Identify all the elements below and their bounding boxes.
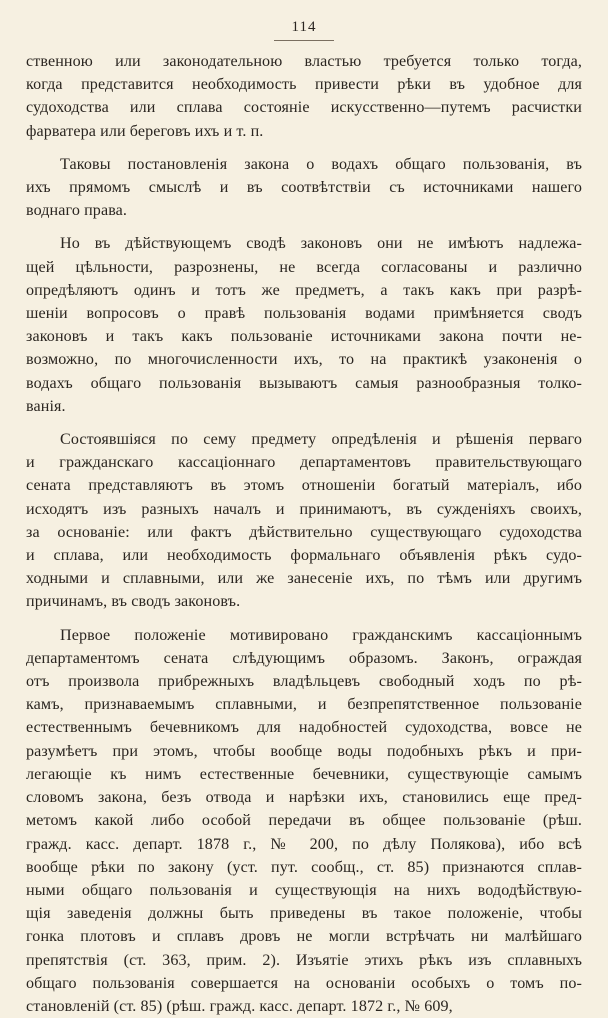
text-line: причинамъ, въ сводъ законовъ. [26,593,241,611]
text-line: Первое положеніе мотивировано гражданскимъ кассаціоннымъ [60,626,582,644]
text-line: разумѣетъ при этомъ, чтобы вообще воды подобныхъ рѣкъ и при- [26,742,582,760]
text-line: отъ произвола прибрежныхъ владѣльцевъ свободный ходъ по рѣ- [26,673,582,691]
text-line: и сплава, или необходимость формальнаго объявленія рѣкъ судо- [26,547,582,565]
text-line: вообще рѣки по закону (уст. пут. сообщ., ст. 85) признаются сплав- [26,858,582,876]
text-line: ными общаго пользованія и существующія на нихъ вододѣйствую- [26,881,582,899]
paragraph [26,232,582,418]
text-line: Таковы постановленія закона о водахъ общаго пользованія, въ [60,155,582,173]
text-line: щей цѣльности, разрознены, не всегда согласованы и различно [26,258,582,276]
text-line: сената представляютъ въ этомъ отношеніи богатый матеріалъ, ибо [26,477,582,495]
text-line: ственною или законодательною властью требуется только тогда, [26,53,582,70]
text-line: ходными и сплавными, или же занесеніе ихъ, по тѣмъ или другимъ [26,570,582,588]
paragraph [26,50,582,143]
text-line: исходятъ изъ разныхъ началъ и принимаютъ, въ сужденіяхъ своихъ, [26,500,582,518]
text-line: становленій (ст. 85) (рѣш. гражд. касс. департ. 1872 г., № 609, [26,997,453,1015]
text-line: шеніи вопросовъ о правѣ пользованія водами примѣняется сводъ [26,305,582,323]
text-line: опредѣляютъ одинъ и тотъ же предметъ, а такъ какъ при разрѣ- [26,281,582,299]
paragraph [26,428,582,614]
text-line: словомъ закона, безъ отвода и нарѣзки ихъ, становились еще пред- [26,789,582,807]
text-line: гонка плотовъ и сплавъ дровъ не могли встрѣчать ни малѣйшаго [26,928,582,946]
text-line: Но въ дѣйствующемъ сводѣ законовъ они не имѣютъ надлежа- [60,235,582,253]
body-text [26,50,582,1018]
text-line: общаго пользованія совершается на основаніи особыхъ о томъ по- [26,974,582,992]
paragraph [26,624,582,1018]
text-line: гражд. касс. департ. 1878 г., № 200, по дѣлу Полякова), ибо всѣ [26,835,582,853]
text-line: возможно, по многочисленности ихъ, то на практикѣ узаконенія о [26,351,582,369]
text-line: департаментомъ сената слѣдующимъ образомъ. Законъ, ограждая [26,649,582,667]
text-line: ихъ прямомъ смыслѣ и въ соотвѣтствіи съ источниками нашего [26,179,582,197]
page-number-text: 114 [274,16,335,41]
text-line: камъ, признаваемымъ сплавными, и безпрепятственное пользованіе [26,696,582,714]
text-line: водахъ общаго пользованія вызываютъ самыя разнообразныя толко- [26,374,582,392]
text-line: легающіе къ нимъ естественные бечевники, существующіе самымъ [26,765,582,783]
text-line: метомъ какой либо особой передачи въ общее пользованіе (рѣш. [26,812,582,830]
text-line: щія заведенія должны быть приведены въ такое положеніе, чтобы [26,905,582,923]
text-line: Состоявшіяся по сему предмету опредѣленія и рѣшенія перваго [60,431,582,449]
text-line: и гражданскаго кассаціоннаго департаментовъ правительствующаго [26,454,582,472]
text-line: когда представится необходимость привести рѣки въ удобное для [26,76,582,94]
paragraph [26,153,582,223]
text-line: фарватера или береговъ ихъ и т. п. [26,122,264,140]
text-line: ванія. [26,397,66,415]
text-line: естественнымъ бечевникомъ для надобностей судоходства, вовсе не [26,719,582,737]
text-line: за основаніе: или фактъ дѣйствительно существующаго судоходства [26,523,582,541]
text-line: воднаго права. [26,202,128,220]
text-line: судоходства или сплава состояніе искусственно—путемъ расчистки [26,99,582,117]
page-number [26,16,582,40]
text-line: препятствія (ст. 363, прим. 2). Изъятіе этихъ рѣкъ изъ сплавныхъ [26,951,582,969]
text-line: законовъ и такъ какъ пользованіе источниками закона почти не- [26,328,582,346]
